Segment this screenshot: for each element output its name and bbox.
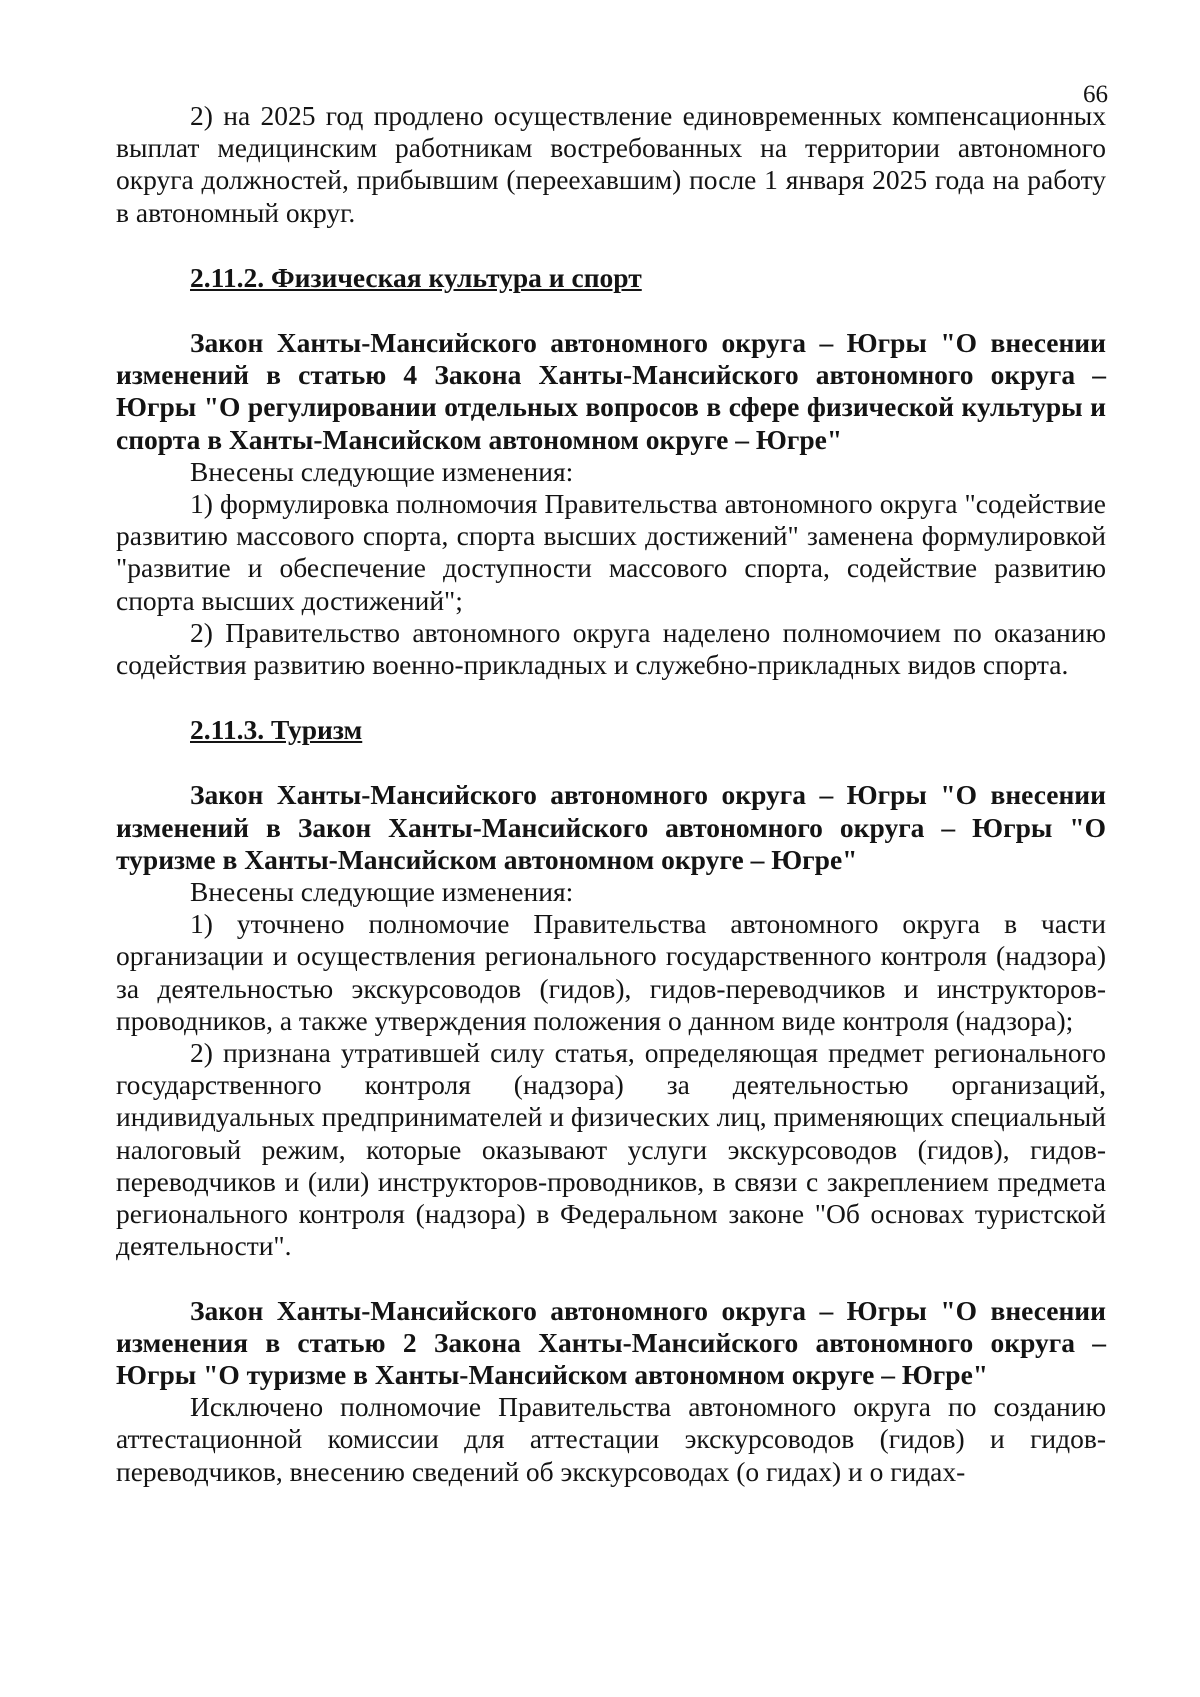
law-title-sport: Закон Ханты-Мансийского автономного округа – Югры "О внесении изменений в статью 4 Закона Ханты-Мансийского автономного округа – Югры "О регулировании отдельных вопросов в сфере физической культуры и спорта в Ханты-Мансийском автономном округе – Югре" [116, 327, 1106, 455]
page-content [116, 100, 1106, 1488]
law-block-tourism-1 [116, 779, 1106, 1262]
page-number: 66 [1083, 81, 1108, 108]
changes-intro-tourism: Внесены следующие изменения: [190, 876, 574, 908]
section-heading-sport: 2.11.2. Физическая культура и спорт [190, 261, 642, 293]
law-block-tourism-2 [116, 1295, 1106, 1488]
intro-paragraph: 2) на 2025 год продлено осуществление единовременных компенсационных выплат медицинским работникам востребованных на территории автономного округа должностей, прибывшим (переехавшим) после 1 января 2025 года на работу в автономный округ. [116, 100, 1106, 228]
change-item-sport-2: 2) Правительство автономного округа наделено полномочием по оказанию содействия развитию военно-прикладных и служебно-прикладных видов спорта. [116, 616, 1106, 681]
change-item-tourism-2: 2) признана утратившей силу статья, определяющая предмет регионального государственного контроля (надзора) за деятельностью организаций, индивидуальных предпринимателей и физических лиц, применяющих специальный налоговый режим, которые оказывают услуги экскурсоводов (гидов), гидов-переводчиков и (или) инструкторов-проводников, в связи с закреплением предмета регионального контроля (надзора) в Федеральном законе "Об основах туристской деятельности". [116, 1037, 1106, 1262]
section-heading-tourism: 2.11.3. Туризм [190, 714, 363, 746]
law-title-tourism-1: Закон Ханты-Мансийского автономного округа – Югры "О внесении изменений в Закон Ханты-Мансийского автономного округа – Югры "О туризме в Ханты-Мансийском автономном округе – Югре" [116, 779, 1106, 875]
law-title-tourism-2: Закон Ханты-Мансийского автономного округа – Югры "О внесении изменения в статью 2 Закона Ханты-Мансийского автономного округа – Югры "О туризме в Ханты-Мансийском автономном округе – Югре" [116, 1294, 1106, 1390]
change-item-tourism-1: 1) уточнено полномочие Правительства автономного округа в части организации и осуществления регионального государственного контроля (надзора) за деятельностью экскурсоводов (гидов), гидов-переводчиков и инструкторов-проводников, а также утверждения положения о данном виде контроля (надзора); [116, 908, 1106, 1036]
law-text-tourism-2: Исключено полномочие Правительства автономного округа по созданию аттестационной комиссии для аттестации экскурсоводов (гидов) и гидов-переводчиков, внесению сведений об экскурсоводах (о гидах) и о гидах- [116, 1391, 1106, 1487]
change-item-sport-1: 1) формулировка полномочия Правительства автономного округа "содействие развитию массового спорта, спорта высших достижений" заменена формулировкой "развитие и обеспечение доступности массового спорта, содействие развитию спорта высших достижений"; [116, 488, 1106, 616]
changes-intro-sport: Внесены следующие изменения: [190, 455, 574, 487]
law-block-sport [116, 327, 1106, 681]
